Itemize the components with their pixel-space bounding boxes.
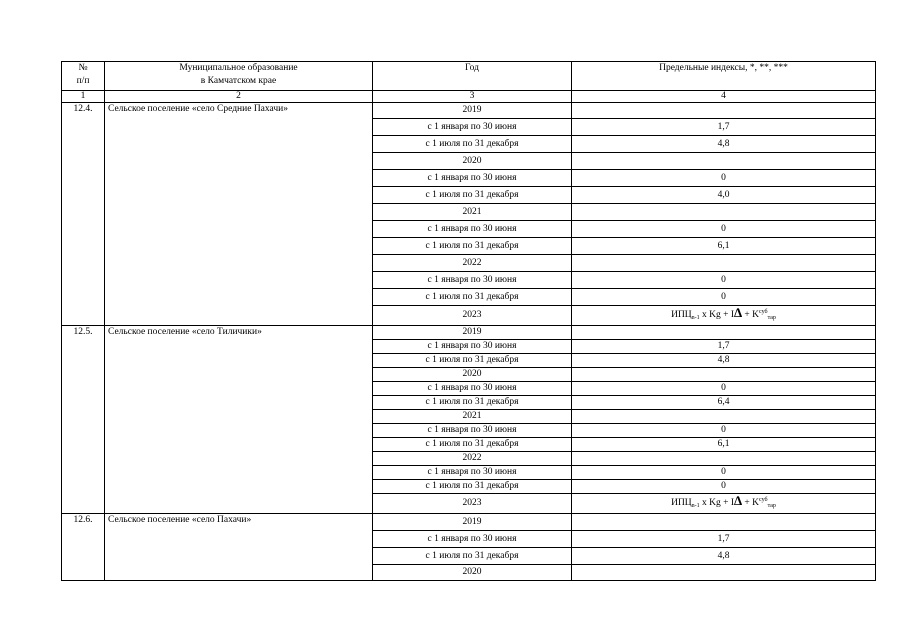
table-header-row [62,62,876,91]
period-cell: с 1 января по 30 июня [373,119,572,136]
row-number: 12.6. [62,514,105,581]
index-value [572,326,876,340]
formula-mid: x Kg + I [699,310,735,320]
header-municipality-line1: Муниципальное образование [179,63,298,73]
formula-ipc: ИПЦ [671,310,692,320]
column-number: 3 [373,91,572,103]
period-cell: с 1 июля по 31 декабря [373,136,572,153]
index-value: 4,8 [572,136,876,153]
index-value [572,514,876,531]
formula-text [671,305,776,321]
formula-sub-n1: n-1 [691,503,700,509]
period-cell: с 1 июля по 31 декабря [373,396,572,410]
period-cell: 2019 [373,514,572,531]
index-value [572,103,876,119]
index-value: 4,8 [572,354,876,368]
period-cell: с 1 июля по 31 декабря [373,480,572,494]
period-cell: с 1 июля по 31 декабря [373,548,572,565]
index-value: 6,1 [572,238,876,255]
table-row [62,514,876,531]
index-value [572,565,876,581]
formula-delta-icon: ∆ [734,305,743,320]
period-cell: с 1 января по 30 июня [373,221,572,238]
index-value: 6,1 [572,438,876,452]
period-cell: с 1 января по 30 июня [373,272,572,289]
index-value: 1,7 [572,119,876,136]
header-municipality [105,62,373,91]
header-limit-indices: Предельные индексы, *, **, *** [572,62,876,91]
index-value: 0 [572,424,876,438]
formula-plus-k: + K [742,498,759,508]
index-value: 1,7 [572,531,876,548]
period-cell: 2020 [373,153,572,170]
period-cell: 2019 [373,103,572,119]
header-number [62,62,105,91]
period-cell: с 1 июля по 31 декабря [373,238,572,255]
index-value [572,153,876,170]
index-value: 0 [572,272,876,289]
header-municipality-line2: в Камчатском крае [200,76,277,86]
index-value [572,255,876,272]
index-value [572,410,876,424]
index-value [572,452,876,466]
index-formula [572,494,876,514]
index-value: 1,7 [572,340,876,354]
period-cell: 2021 [373,204,572,221]
formula-plus-k: + K [742,310,759,320]
period-cell: 2023 [373,306,572,326]
period-cell: с 1 января по 30 июня [373,424,572,438]
index-value: 0 [572,221,876,238]
period-cell: 2020 [373,368,572,382]
formula-text [671,493,776,509]
period-cell: с 1 июля по 31 декабря [373,187,572,204]
index-value: 4,0 [572,187,876,204]
index-value: 0 [572,170,876,187]
table-row [62,326,876,340]
formula-ipc: ИПЦ [671,498,692,508]
index-value [572,368,876,382]
table-row [62,103,876,119]
table-body [62,103,876,581]
period-cell: 2020 [373,565,572,581]
period-cell: с 1 января по 30 июня [373,466,572,480]
period-cell: с 1 января по 30 июня [373,340,572,354]
period-cell: 2023 [373,494,572,514]
period-cell: 2021 [373,410,572,424]
index-formula [572,306,876,326]
index-value: 6,4 [572,396,876,410]
tariff-index-table [61,61,876,581]
formula-sub-tar: тар [767,315,776,321]
period-cell: 2019 [373,326,572,340]
column-number: 2 [105,91,373,103]
index-value: 0 [572,466,876,480]
formula-sub-n1: n-1 [691,315,700,321]
index-value: 0 [572,382,876,396]
index-value [572,204,876,221]
period-cell: с 1 января по 30 июня [373,170,572,187]
header-year: Год [373,62,572,91]
municipality-name: Сельское поселение «село Пахачи» [105,514,373,581]
formula-sup-sub: суб [759,497,768,503]
index-value: 0 [572,289,876,306]
row-number: 12.4. [62,103,105,326]
row-number: 12.5. [62,326,105,514]
column-number-row [62,91,876,103]
formula-sub-tar: тар [767,503,776,509]
period-cell: с 1 января по 30 июня [373,382,572,396]
header-number-line1: № [78,63,88,73]
index-value: 4,8 [572,548,876,565]
formula-delta-icon: ∆ [734,493,743,508]
period-cell: с 1 июля по 31 декабря [373,354,572,368]
formula-sup-sub: суб [759,309,768,315]
period-cell: 2022 [373,452,572,466]
municipality-name: Сельское поселение «село Средние Пахачи» [105,103,373,326]
column-number: 4 [572,91,876,103]
header-number-line2: п/п [76,76,90,86]
index-value: 0 [572,480,876,494]
period-cell: с 1 июля по 31 декабря [373,289,572,306]
period-cell: с 1 июля по 31 декабря [373,438,572,452]
period-cell: с 1 января по 30 июня [373,531,572,548]
municipality-name: Сельское поселение «село Тиличики» [105,326,373,514]
formula-mid: x Kg + I [699,498,735,508]
column-number: 1 [62,91,105,103]
period-cell: 2022 [373,255,572,272]
